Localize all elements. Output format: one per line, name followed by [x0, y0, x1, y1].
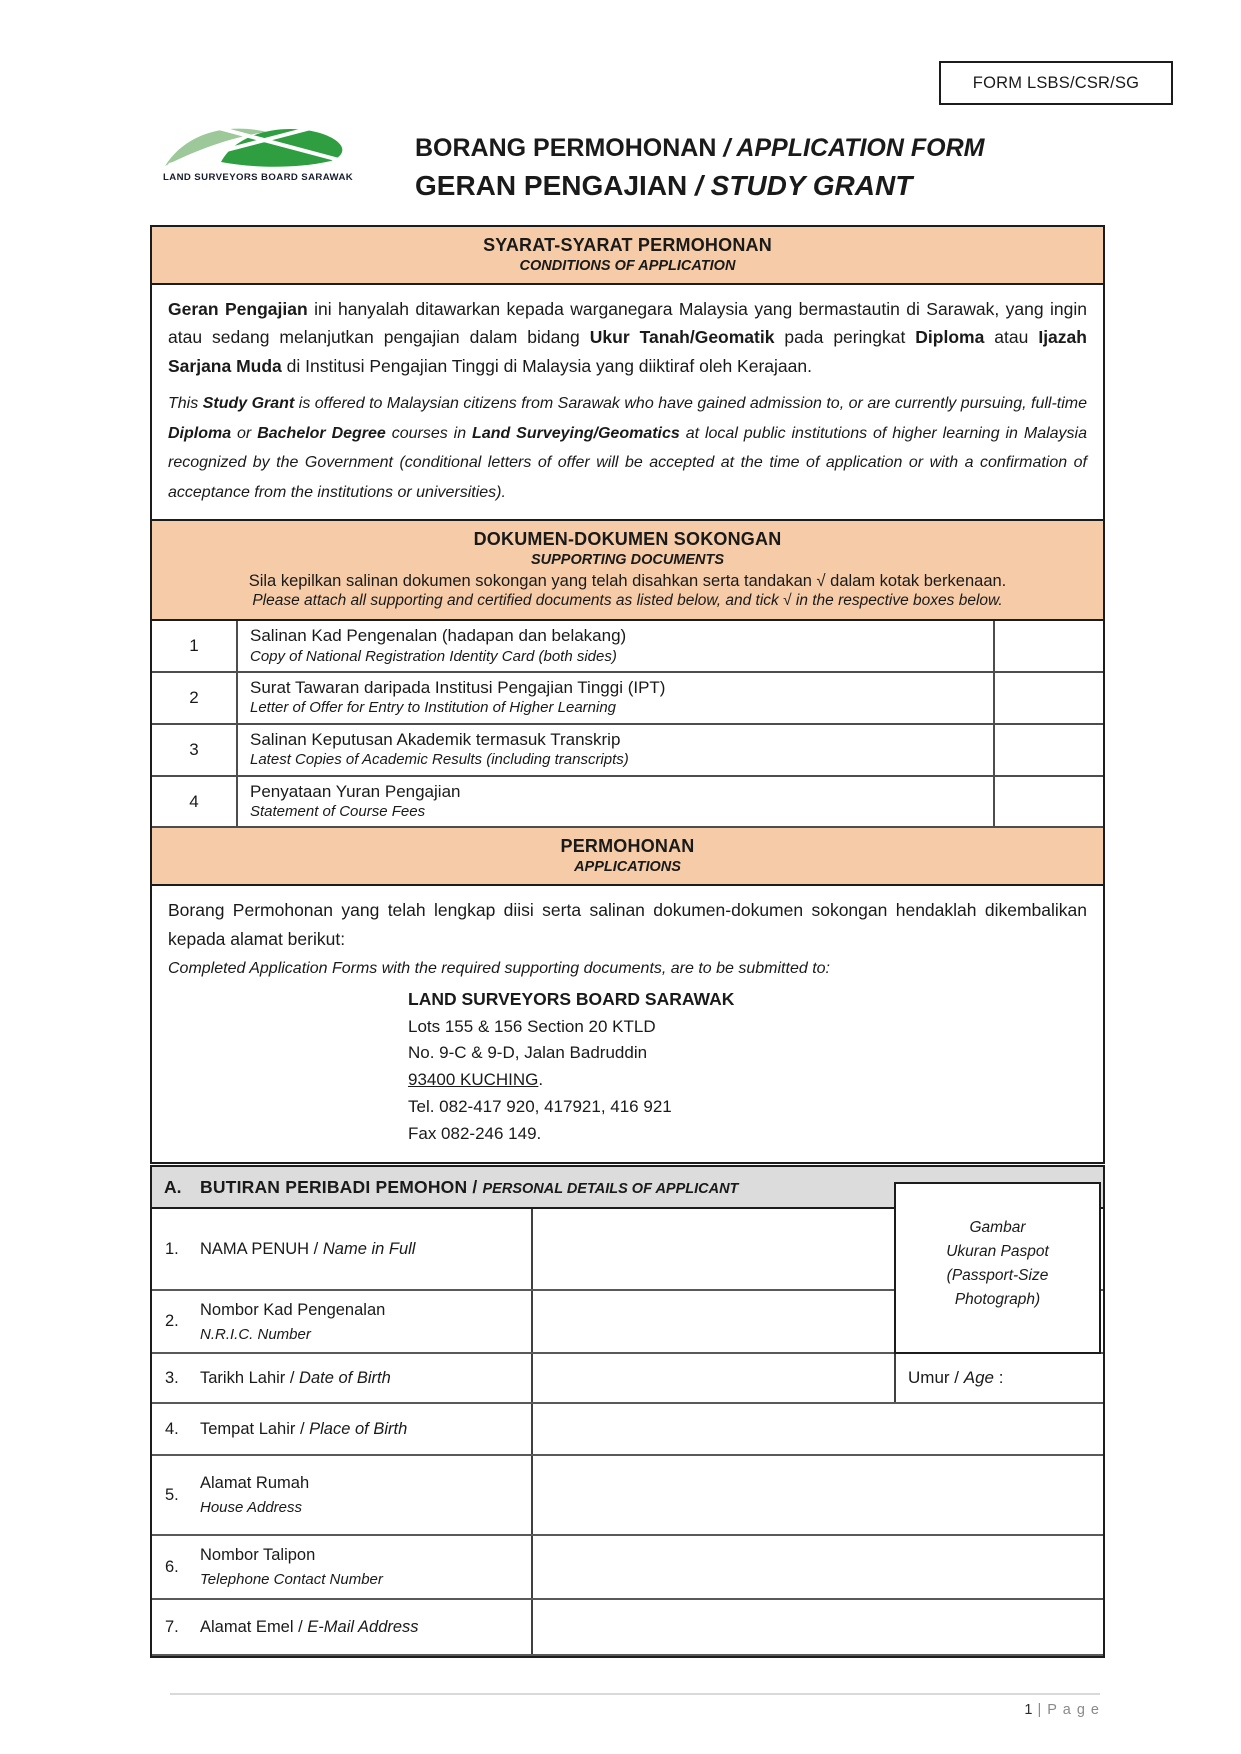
applications-header-en: APPLICATIONS — [574, 859, 681, 876]
document-description — [238, 673, 993, 723]
field-label-nric: Nombor Kad Pengenalan N.R.I.C. Number — [200, 1300, 386, 1343]
document-description — [238, 777, 993, 827]
address-input-cell[interactable] — [533, 1456, 1103, 1534]
page-footer-label: P a g e — [1047, 1702, 1100, 1718]
page-title-line1: BORANG PERMOHONAN / APPLICATION FORM — [415, 134, 985, 162]
section-a-header: A. BUTIRAN PERIBADI PEMOHON / PERSONAL DETAILS OF APPLICANT — [152, 1167, 1103, 1209]
conditions-header-en: CONDITIONS OF APPLICATION — [519, 258, 736, 274]
field-label-email: Alamat Emel / E-Mail Address — [200, 1617, 419, 1636]
document-row-2 — [152, 673, 1103, 725]
photo-box-line1: Gambar — [969, 1219, 1026, 1236]
documents-note-en: Please attach all supporting and certified documents as listed below, and tick √ in the respective boxes below. — [252, 592, 1003, 610]
document-number: 3 — [152, 725, 238, 775]
tick-box-1[interactable] — [993, 621, 1103, 671]
age-label-cell[interactable] — [894, 1354, 1103, 1402]
page-title — [415, 136, 984, 200]
logo — [163, 118, 363, 183]
conditions-paragraph-en: This Study Grant is offered to Malaysian citizens from Sarawak who have gained admission to, or are currently pursuing, full-time Diploma or Bachelor Degree courses in Land Surveying/Geomatics at local public institutions of higher learning in Malaysia recognized by the Government (conditional letters of offer will be accepted at the time of application or with a confirmation of acceptance from the institutions or universities). — [168, 395, 1088, 501]
form-code-box — [939, 61, 1173, 105]
applications-paragraph-my: Borang Permohonan yang telah lengkap diisi serta salinan dokumen-dokumen sokongan hendaklah dikembalikan kepada alamat berikut: — [168, 900, 1087, 949]
main-table — [150, 225, 1105, 1164]
applications-paragraph-en: Completed Application Forms with the required supporting documents, are to be submitted to: — [168, 960, 830, 978]
photo-box-line4: Photograph) — [954, 1291, 1041, 1309]
conditions-paragraph-my: Geran Pengajian ini hanyalah ditawarkan kepada warganegara Malaysia yang bermastautin di Sarawak, yang ingin atau sedang melanjutkan pengajian dalam bidang Ukur Tanah/Geomatik pada peringkat Diploma atau Ijazah Sarjana Muda di Institusi Pengajian Tinggi di Malaysia yang diiktiraf oleh Kerajaan. — [168, 299, 1087, 376]
page-footer — [170, 1693, 1100, 1718]
document-description-en: Letter of Offer for Entry to Institution of Higher Learning — [250, 699, 617, 717]
dob-input-cell[interactable] — [533, 1354, 894, 1402]
field-number: 2. — [165, 1312, 179, 1330]
address-telephone: Tel. 082-417 920, 417921, 416 921 — [408, 1097, 672, 1117]
document-row-4 — [152, 777, 1103, 829]
birthplace-input-cell[interactable] — [533, 1404, 1103, 1454]
field-number: 1. — [165, 1239, 179, 1258]
field-number: 7. — [165, 1617, 179, 1636]
field-label-telephone: Nombor Talipon Telephone Contact Number — [200, 1546, 383, 1588]
field-number: 4. — [165, 1419, 179, 1438]
logo-graphic — [163, 118, 353, 170]
document-description-my: Salinan Kad Pengenalan (hadapan dan belakang) — [250, 626, 627, 646]
document-number: 2 — [152, 673, 238, 723]
documents-header-my: DOKUMEN-DOKUMEN SOKONGAN — [473, 529, 782, 550]
applications-header — [152, 828, 1103, 886]
conditions-header — [152, 227, 1103, 285]
field-row-address — [152, 1456, 1103, 1536]
field-row-birthplace — [152, 1404, 1103, 1456]
document-description-en: Copy of National Registration Identity Card (both sides) — [250, 647, 617, 665]
section-a-title-my: BUTIRAN PERIBADI PEMOHON — [200, 1176, 468, 1197]
photo-box[interactable] — [894, 1182, 1101, 1354]
applications-header-my: PERMOHONAN — [560, 836, 695, 857]
tick-box-3[interactable] — [993, 725, 1103, 775]
document-row-1 — [152, 621, 1103, 673]
age-label: Umur / Age : — [908, 1368, 1004, 1387]
address-name: LAND SURVEYORS BOARD SARAWAK — [408, 988, 735, 1009]
field-row-telephone — [152, 1536, 1103, 1600]
telephone-input-cell[interactable] — [533, 1536, 1103, 1598]
field-number: 5. — [165, 1485, 179, 1504]
field-number: 3. — [165, 1368, 179, 1387]
section-a-title-en: PERSONAL DETAILS OF APPLICANT — [482, 1180, 739, 1197]
logo-text: LAND SURVEYORS BOARD SARAWAK — [163, 172, 354, 183]
personal-details-section — [150, 1165, 1105, 1658]
document-description — [238, 725, 993, 775]
tick-box-4[interactable] — [993, 777, 1103, 827]
form-code-text: FORM LSBS/CSR/SG — [972, 73, 1140, 92]
document-number: 4 — [152, 777, 238, 827]
document-description-en: Statement of Course Fees — [250, 802, 426, 820]
field-row-email — [152, 1600, 1103, 1656]
submission-address — [408, 986, 1087, 1148]
address-line1: Lots 155 & 156 Section 20 KTLD — [408, 1016, 656, 1036]
field-label-dob: Tarikh Lahir / Date of Birth — [200, 1368, 391, 1387]
page-number: 1 — [1024, 1702, 1033, 1718]
documents-header — [152, 521, 1103, 621]
page-title-line2: GERAN PENGAJIAN / STUDY GRANT — [415, 170, 913, 201]
page-footer-separator: | — [1032, 1702, 1048, 1718]
documents-header-en: SUPPORTING DOCUMENTS — [530, 552, 725, 569]
applications-body — [152, 886, 1103, 1161]
conditions-body — [152, 285, 1103, 521]
document-description-my: Salinan Keputusan Akademik termasuk Transkrip — [250, 729, 621, 749]
document-description-my: Surat Tawaran daripada Institusi Pengajian Tinggi (IPT) — [250, 678, 666, 698]
document-description-en: Latest Copies of Academic Results (including transcripts) — [250, 751, 629, 769]
documents-note-my: Sila kepilkan salinan dokumen sokongan yang telah disahkan serta tandakan √ dalam kotak berkenaan. — [248, 572, 1007, 591]
photo-box-line2: Ukuran Paspot — [946, 1243, 1049, 1261]
photo-box-line3: (Passport-Size — [946, 1267, 1049, 1285]
tick-box-2[interactable] — [993, 673, 1103, 723]
field-label-birthplace: Tempat Lahir / Place of Birth — [200, 1419, 408, 1438]
email-input-cell[interactable] — [533, 1600, 1103, 1654]
field-label-name: NAMA PENUH / Name in Full — [200, 1239, 416, 1258]
document-description-my: Penyataan Yuran Pengajian — [250, 781, 461, 801]
field-label-address: Alamat Rumah House Address — [200, 1474, 310, 1516]
section-a-label: A. — [164, 1176, 182, 1197]
address-line2: No. 9-C & 9-D, Jalan Badruddin — [408, 1043, 648, 1063]
field-row-dob — [152, 1354, 1103, 1404]
address-line3: 93400 KUCHING. — [408, 1070, 544, 1090]
address-fax: Fax 082-246 149. — [408, 1123, 542, 1143]
document-number: 1 — [152, 621, 238, 671]
document-row-3 — [152, 725, 1103, 777]
field-number: 6. — [165, 1557, 179, 1576]
conditions-header-my: SYARAT-SYARAT PERMOHONAN — [483, 235, 772, 255]
document-description — [238, 621, 993, 671]
